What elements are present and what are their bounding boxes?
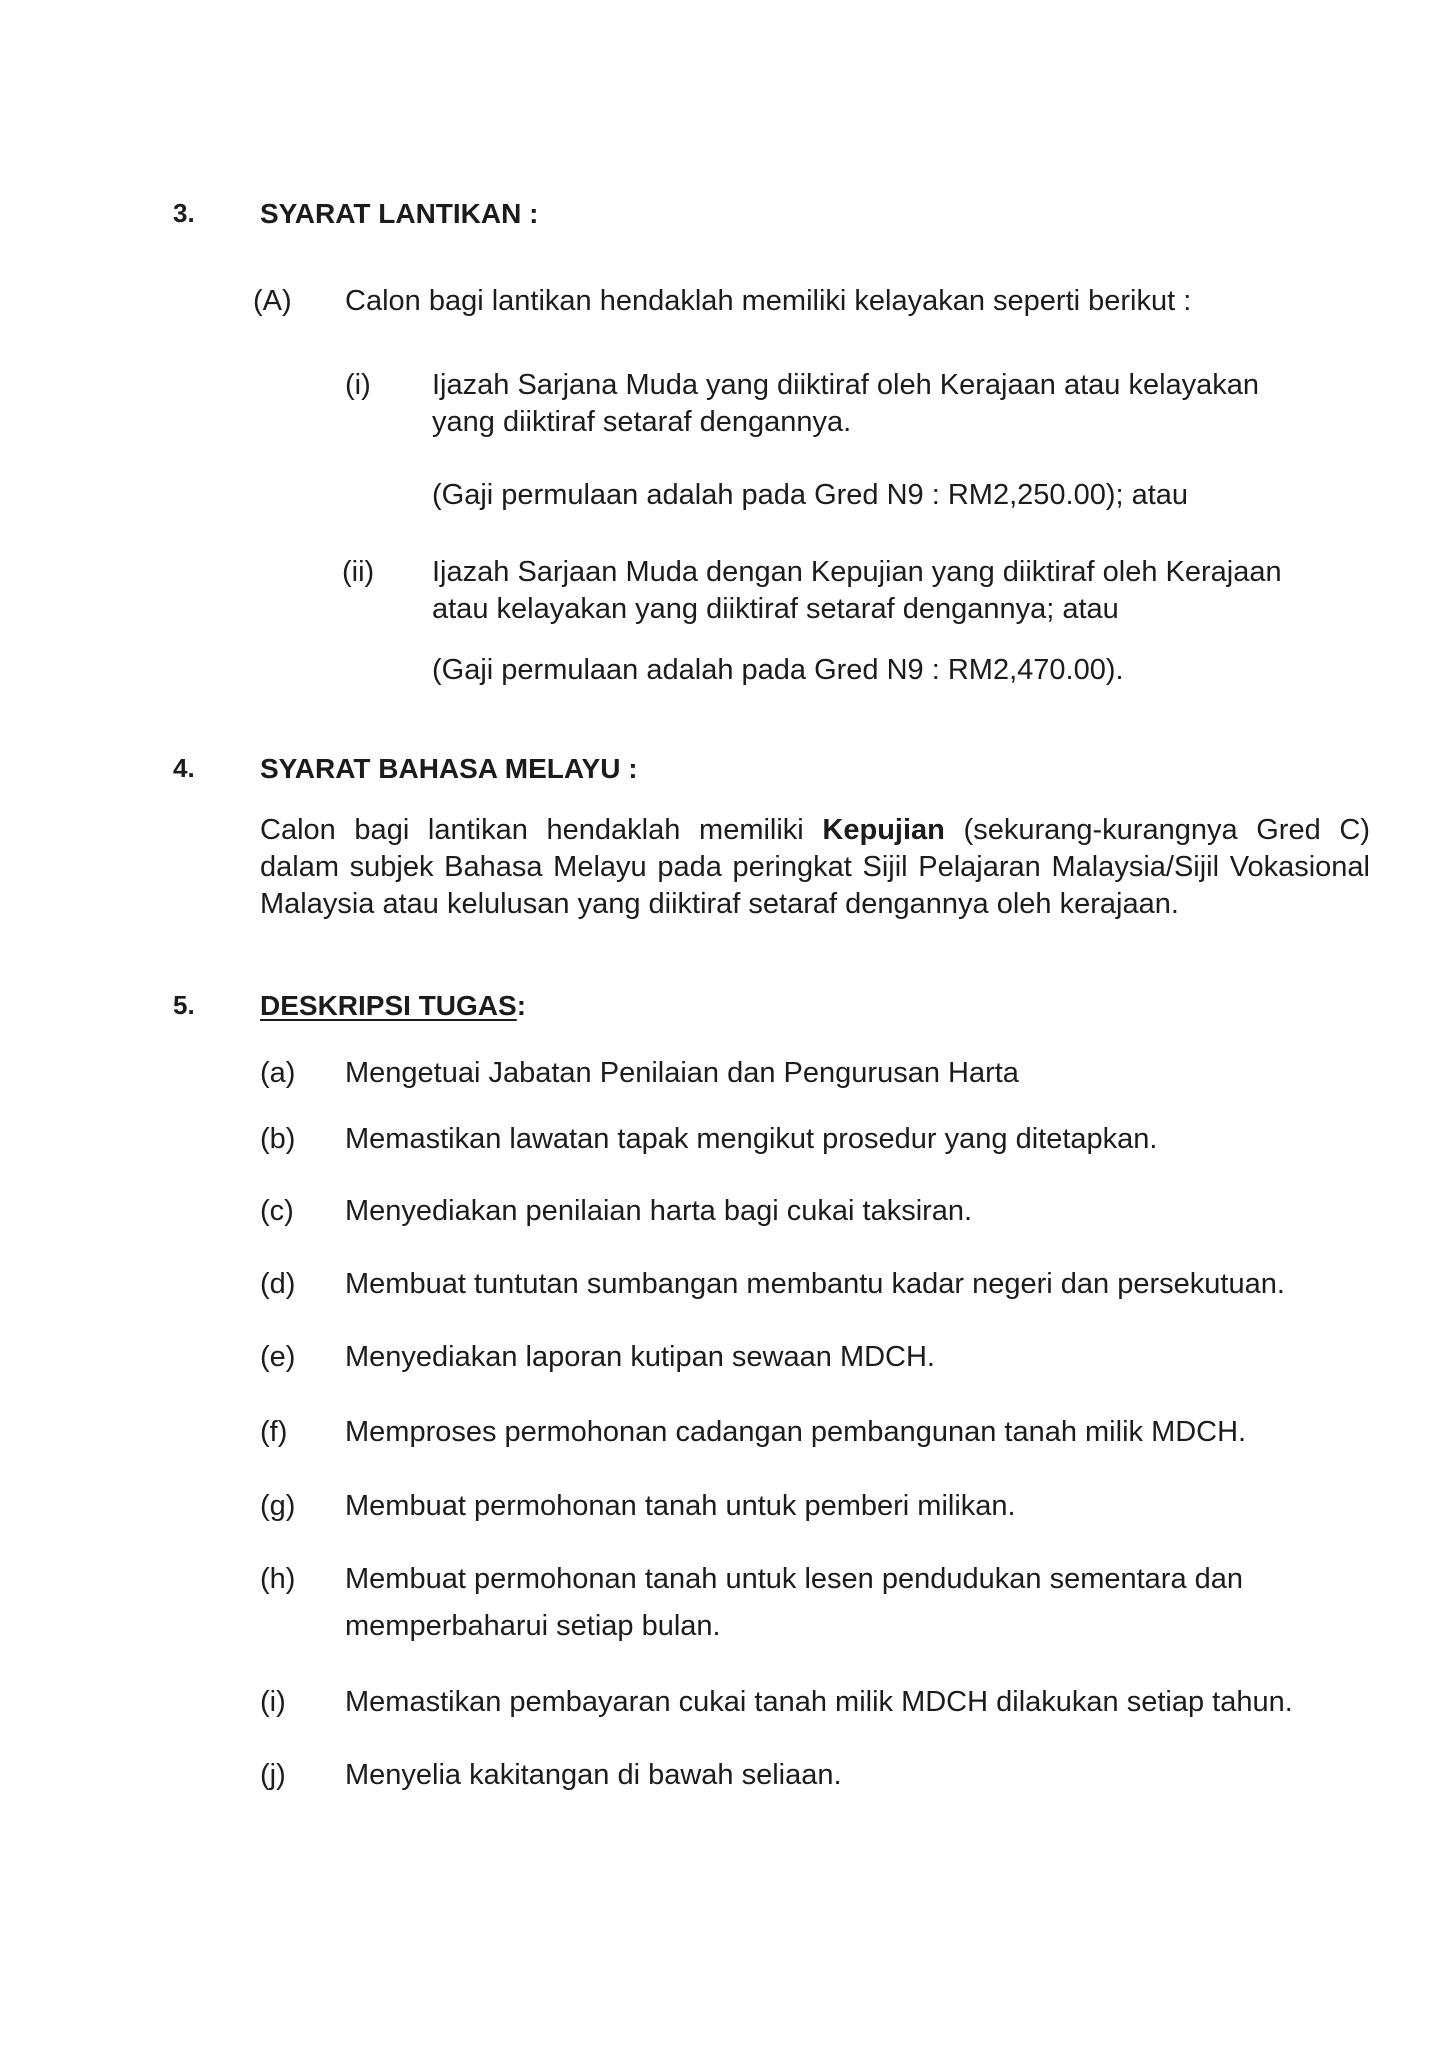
paragraph-bold-kepujian: Kepujian (822, 814, 945, 846)
section-5-title-text: DESKRIPSI TUGAS (260, 990, 517, 1021)
duty-text-continued: memperbaharui setiap bulan. (345, 1610, 721, 1642)
duty-text: Menyediakan penilaian harta bagi cukai taksiran. (345, 1195, 973, 1227)
duty-text: Memastikan lawatan tapak mengikut prosedur yang ditetapkan. (345, 1123, 1158, 1155)
duty-label: (i) (260, 1686, 286, 1718)
item-ii-label: (ii) (342, 556, 375, 588)
item-a-label: (A) (253, 285, 292, 317)
duty-label: (f) (260, 1416, 288, 1448)
duty-label: (c) (260, 1195, 294, 1227)
duty-label: (b) (260, 1123, 296, 1155)
item-i-line1: Ijazah Sarjana Muda yang diiktiraf oleh Kerajaan atau kelayakan (432, 369, 1260, 401)
duty-label: (d) (260, 1268, 296, 1300)
duty-text: Menyediakan laporan kutipan sewaan MDCH. (345, 1341, 935, 1373)
item-ii-line1: Ijazah Sarjaan Muda dengan Kepujian yang diiktiraf oleh Kerajaan (432, 556, 1282, 588)
section-3-number: 3. (173, 198, 195, 228)
item-i-line2: yang diiktiraf setaraf dengannya. (432, 406, 852, 438)
paragraph-text-after: (sekurang-kurangnya Gred C) dalam subjek Bahasa Melayu pada peringkat Sijil Pelajaran Malaysia/Sijil Vokasional Malaysia atau kelulusan yang diiktiraf setaraf dengannya oleh kerajaan. (260, 814, 1370, 920)
duty-text: Membuat permohonan tanah untuk pemberi milikan. (345, 1490, 1016, 1522)
paragraph-text-before: Calon bagi lantikan hendaklah memiliki (260, 814, 823, 846)
duty-label: (h) (260, 1563, 296, 1595)
item-a-text: Calon bagi lantikan hendaklah memiliki kelayakan seperti berikut : (345, 285, 1192, 317)
section-5-number: 5. (173, 990, 195, 1020)
section-4-paragraph (260, 812, 1370, 923)
section-4-title: SYARAT BAHASA MELAYU : (260, 753, 638, 784)
duty-label: (j) (260, 1759, 286, 1791)
duty-text: Mengetuai Jabatan Penilaian dan Pengurusan Harta (345, 1057, 1019, 1089)
duty-label: (g) (260, 1490, 296, 1522)
item-i-salary: (Gaji permulaan adalah pada Gred N9 : RM2,250.00); atau (432, 479, 1189, 511)
section-5-title (260, 990, 526, 1022)
duty-text: Memastikan pembayaran cukai tanah milik MDCH dilakukan setiap tahun. (345, 1686, 1293, 1718)
duty-text: Memproses permohonan cadangan pembangunan tanah milik MDCH. (345, 1416, 1247, 1448)
item-ii-salary: (Gaji permulaan adalah pada Gred N9 : RM2,470.00). (432, 654, 1124, 686)
duty-text: Menyelia kakitangan di bawah seliaan. (345, 1759, 842, 1791)
duty-text: Membuat permohonan tanah untuk lesen pendudukan sementara dan (345, 1563, 1244, 1595)
item-ii-line2: atau kelayakan yang diiktiraf setaraf dengannya; atau (432, 593, 1119, 625)
section-3-title: SYARAT LANTIKAN : (260, 198, 539, 229)
section-4-number: 4. (173, 753, 195, 783)
section-5-title-colon: : (516, 990, 527, 1021)
duty-label: (a) (260, 1057, 296, 1089)
duty-text: Membuat tuntutan sumbangan membantu kadar negeri dan persekutuan. (345, 1268, 1285, 1300)
duty-label: (e) (260, 1341, 296, 1373)
item-i-label: (i) (345, 369, 371, 401)
